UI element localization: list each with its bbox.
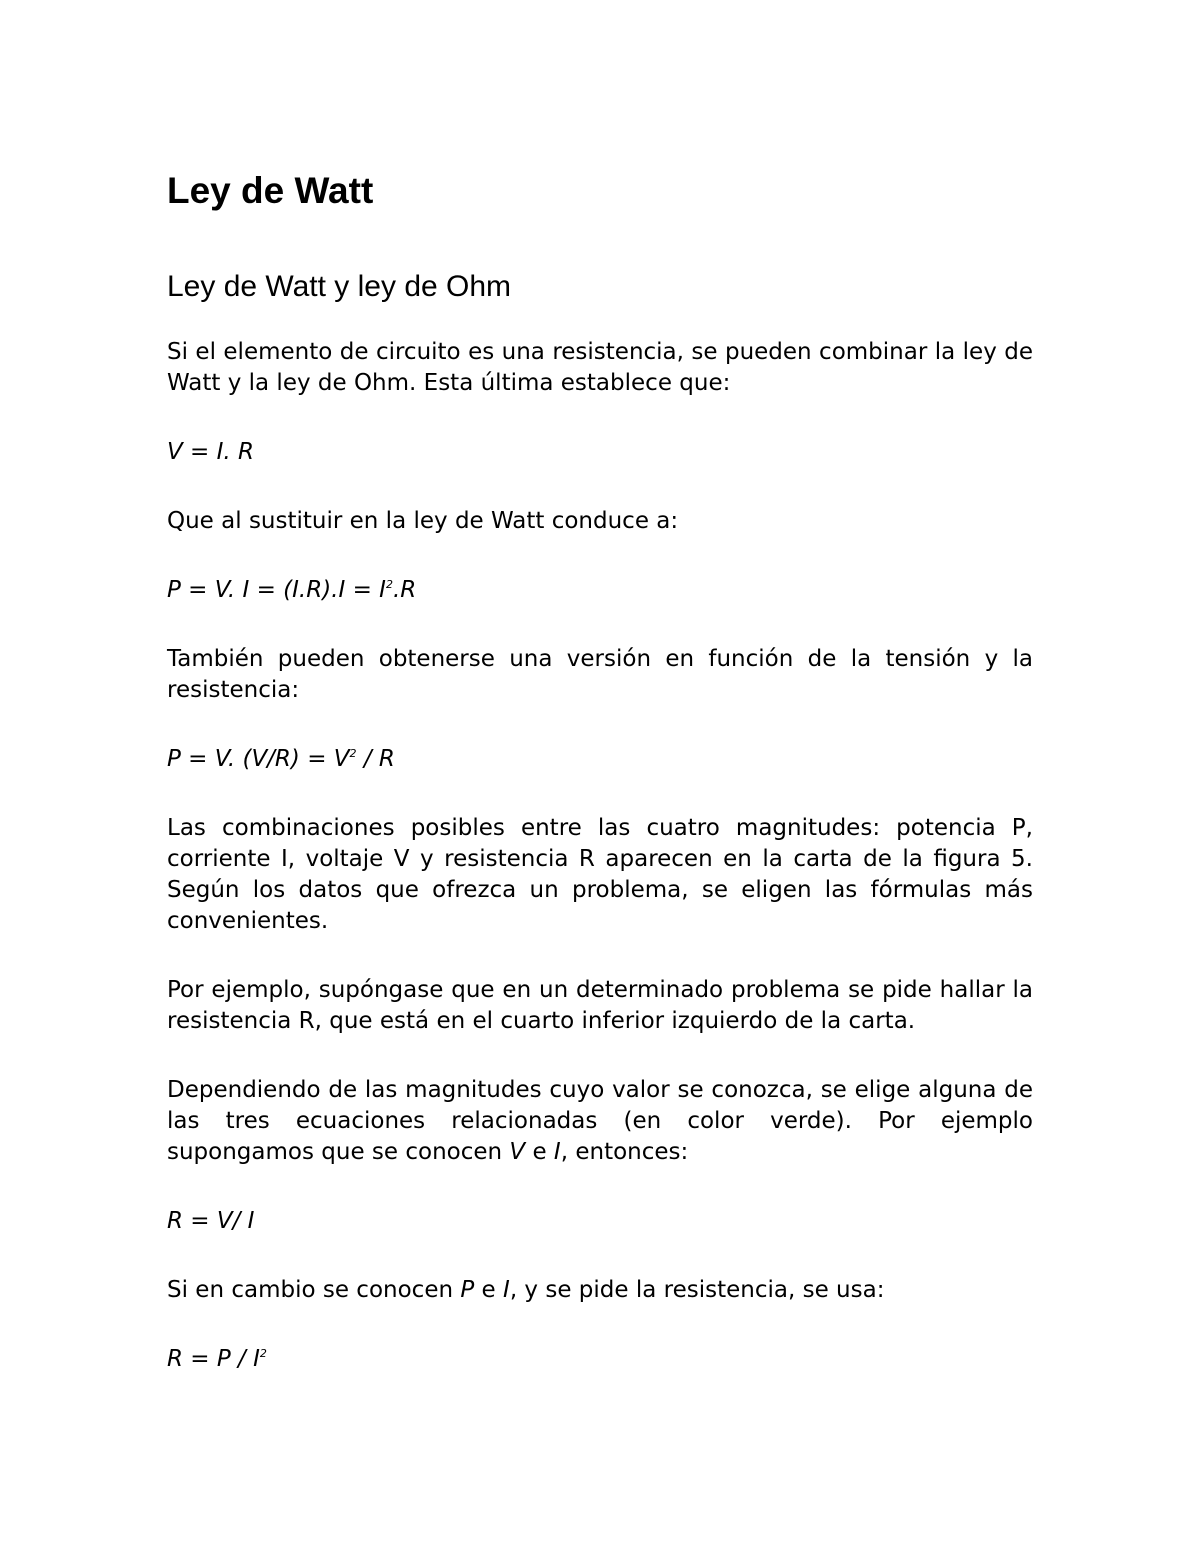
formula-text: R = P / I [167, 1346, 260, 1372]
paragraph-intro: Si el elemento de circuito es una resistencia, se pueden combinar la ley de Watt y la ley de Ohm. Esta última establece que: [167, 339, 1033, 396]
paragraph-known-values [167, 1075, 1033, 1168]
paragraph-combinations: Las combinaciones posibles entre las cuatro magnitudes: potencia P, corriente I, voltaje V y resistencia R aparecen en la carta de la figura 5. Según los datos que ofrezca un problema, se eligen las fórmulas más convenientes. [167, 815, 1033, 934]
exponent: 2 [385, 578, 393, 591]
paragraph-example: Por ejemplo, supóngase que en un determinado problema se pide hallar la resistencia R, que está en el cuarto inferior izquierdo de la carta. [167, 977, 1033, 1034]
variable-i: I [553, 1139, 561, 1165]
variable-v: V [509, 1139, 526, 1165]
variable-i: I [503, 1277, 510, 1303]
section-heading: Ley de Watt y ley de Ohm [167, 270, 512, 303]
text-run: Si en cambio se conocen [167, 1277, 461, 1303]
formula-text: .R [392, 577, 417, 603]
variable-p: P [460, 1277, 475, 1303]
text-run: , y se pide la resistencia, se usa: [509, 1277, 885, 1303]
formula-resistance-vi: R = V/ I [167, 1208, 255, 1234]
page-title: Ley de Watt [167, 170, 374, 211]
text-run: Dependiendo de las magnitudes cuyo valor se conozca, se elige alguna de las tres ecuaciones relacionadas (en color verde). Por ejemplo supongamos que se conocen [167, 1077, 1033, 1165]
text-run: e [525, 1139, 554, 1165]
text-run: , entonces: [560, 1139, 689, 1165]
formula-resistance-pi [167, 1344, 1033, 1375]
paragraph-alternative [167, 1275, 1033, 1306]
text-run: e [474, 1277, 504, 1303]
formula-text: P = V. (V/R) = V [167, 746, 350, 772]
formula-ohm-law: V = I. R [167, 439, 255, 465]
document-body [167, 168, 1033, 1375]
formula-text: / R [356, 746, 395, 772]
exponent: 2 [349, 747, 357, 760]
formula-text: P = V. I = (I.R).I = I [167, 577, 386, 603]
formula-power-current [167, 575, 1033, 606]
paragraph-substitution: Que al sustituir en la ley de Watt conduce a: [167, 508, 679, 534]
paragraph-voltage-version: También pueden obtenerse una versión en función de la tensión y la resistencia: [167, 646, 1033, 703]
formula-power-voltage [167, 744, 1033, 775]
exponent: 2 [259, 1347, 267, 1360]
